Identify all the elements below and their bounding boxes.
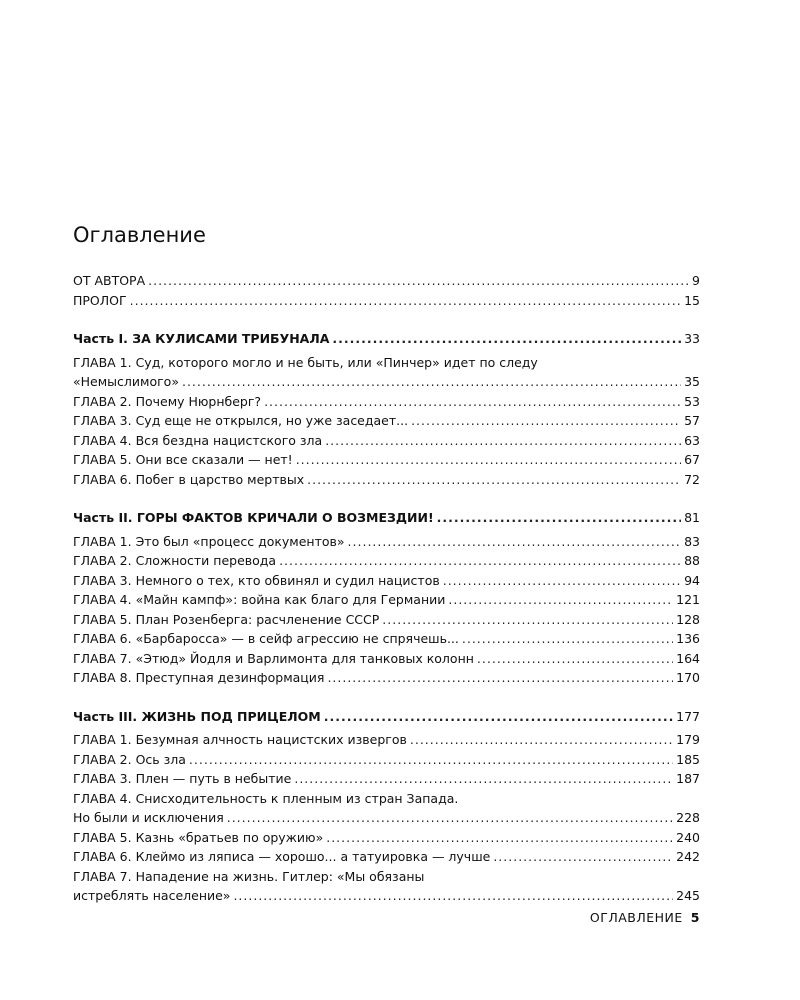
entry-page: 67	[684, 452, 700, 467]
entry-page: 35	[684, 374, 700, 389]
entry-page: 177	[676, 708, 700, 724]
toc-entry	[73, 411, 700, 431]
entry-page: 187	[676, 771, 700, 786]
toc-entry	[73, 291, 700, 311]
toc-entry	[73, 532, 700, 552]
part-title: Часть I. ЗА КУЛИСАМИ ТРИБУНАЛА	[73, 331, 330, 346]
footer-label: ОГЛАВЛЕНИЕ	[589, 910, 683, 925]
toc-entry	[73, 886, 700, 906]
toc-entry	[73, 828, 700, 848]
entry-title: ГЛАВА 6. «Барбаросса» — в сейф агрессию не спрячешь...	[73, 631, 459, 646]
entry-page: 57	[684, 413, 700, 428]
entry-page: 179	[676, 732, 700, 747]
entry-title: ГЛАВА 5. План Розенберга: расчленение СССР	[73, 611, 380, 627]
toc-entry	[73, 668, 700, 688]
toc-entry-line1: ГЛАВА 4. Снисходительность к пленным из стран Запада.	[73, 790, 459, 806]
entry-page: 164	[676, 650, 700, 666]
entry-page: 63	[684, 432, 700, 448]
entry-title: ГЛАВА 1. Это был «процесс документов»	[73, 533, 345, 549]
toc-entry	[73, 392, 700, 412]
toc-part-heading	[73, 707, 700, 727]
toc-entry	[73, 847, 700, 867]
entry-page: 121	[676, 592, 700, 607]
part-title: Часть II. ГОРЫ ФАКТОВ КРИЧАЛИ О ВОЗМЕЗДИИ!	[73, 510, 434, 525]
toc-entry-line1: ГЛАВА 7. Нападение на жизнь. Гитлер: «Мы обязаны	[73, 868, 425, 884]
toc-entry	[73, 769, 700, 789]
entry-title: ГЛАВА 4. Вся бездна нацистского зла	[73, 432, 323, 448]
entry-title: ГЛАВА 7. «Этюд» Йодля и Варлимонта для танковых колонн	[73, 650, 474, 666]
toc-entry	[73, 372, 700, 392]
page-title: Оглавление	[73, 223, 206, 247]
entry-page: 228	[676, 810, 700, 825]
entry-page: 15	[684, 292, 700, 308]
toc-entry	[73, 730, 700, 750]
entry-title: ГЛАВА 6. Побег в царство мертвых	[73, 471, 305, 487]
entry-title: ГЛАВА 3. Плен — путь в небытие	[73, 771, 292, 786]
toc-entry	[73, 808, 700, 828]
entry-title: ГЛАВА 2. Почему Нюрнберг?	[73, 393, 262, 409]
entry-page: 242	[676, 849, 700, 864]
entry-title: ГЛАВА 1. Безумная алчность нацистских извергов	[73, 732, 407, 747]
toc-entry	[73, 271, 700, 291]
entry-title: ГЛАВА 4. «Майн кампф»: война как благо для Германии	[73, 592, 446, 607]
page-number: 5	[690, 910, 700, 925]
entry-page: 128	[676, 611, 700, 627]
entry-title: Но были и исключения	[73, 810, 224, 825]
entry-page: 53	[684, 393, 700, 409]
entry-page: 185	[676, 751, 700, 767]
toc-entry-line1: ГЛАВА 1. Суд, которого могло и не быть, или «Пинчер» идет по следу	[73, 354, 538, 370]
toc-entry	[73, 450, 700, 470]
entry-title: истреблять население»	[73, 888, 231, 903]
toc-entry	[73, 629, 700, 649]
entry-page: 88	[684, 553, 700, 568]
toc-entry	[73, 649, 700, 669]
entry-page: 81	[684, 510, 700, 525]
toc-entry	[73, 590, 700, 610]
entry-page: 94	[684, 572, 700, 588]
running-footer	[590, 910, 700, 925]
toc-entry	[73, 551, 700, 571]
entry-title: ГЛАВА 3. Суд еще не открылся, но уже заседает...	[73, 413, 409, 428]
toc-entry	[73, 470, 700, 490]
entry-page: 170	[676, 670, 700, 685]
toc-entry	[73, 610, 700, 630]
toc-part-heading	[73, 329, 700, 349]
entry-title: ГЛАВА 5. Они все сказали — нет!	[73, 452, 293, 467]
entry-page: 245	[676, 888, 700, 903]
entry-page: 83	[684, 533, 700, 549]
entry-page: 9	[692, 273, 700, 288]
entry-title: ГЛАВА 2. Сложности перевода	[73, 553, 277, 568]
toc-part-heading	[73, 508, 700, 528]
entry-page: 240	[676, 829, 700, 845]
entry-page: 136	[676, 631, 700, 646]
table-of-contents	[73, 271, 700, 906]
toc-entry	[73, 571, 700, 591]
toc-entry	[73, 431, 700, 451]
toc-entry	[73, 750, 700, 770]
entry-title: ГЛАВА 8. Преступная дезинформация	[73, 670, 325, 685]
entry-title: «Немыслимого»	[73, 374, 179, 389]
entry-title: ГЛАВА 2. Ось зла	[73, 751, 186, 767]
entry-page: 72	[684, 471, 700, 487]
part-title: Часть III. ЖИЗНЬ ПОД ПРИЦЕЛОМ	[73, 708, 321, 724]
entry-title: ПРОЛОГ	[73, 292, 127, 308]
entry-title: ГЛАВА 6. Клеймо из ляписа — хорошо... а татуировка — лучше	[73, 849, 491, 864]
entry-title: ОТ АВТОРА	[73, 273, 146, 288]
entry-page: 33	[684, 331, 700, 346]
entry-title: ГЛАВА 5. Казнь «братьев по оружию»	[73, 829, 324, 845]
entry-title: ГЛАВА 3. Немного о тех, кто обвинял и судил нацистов	[73, 572, 440, 588]
